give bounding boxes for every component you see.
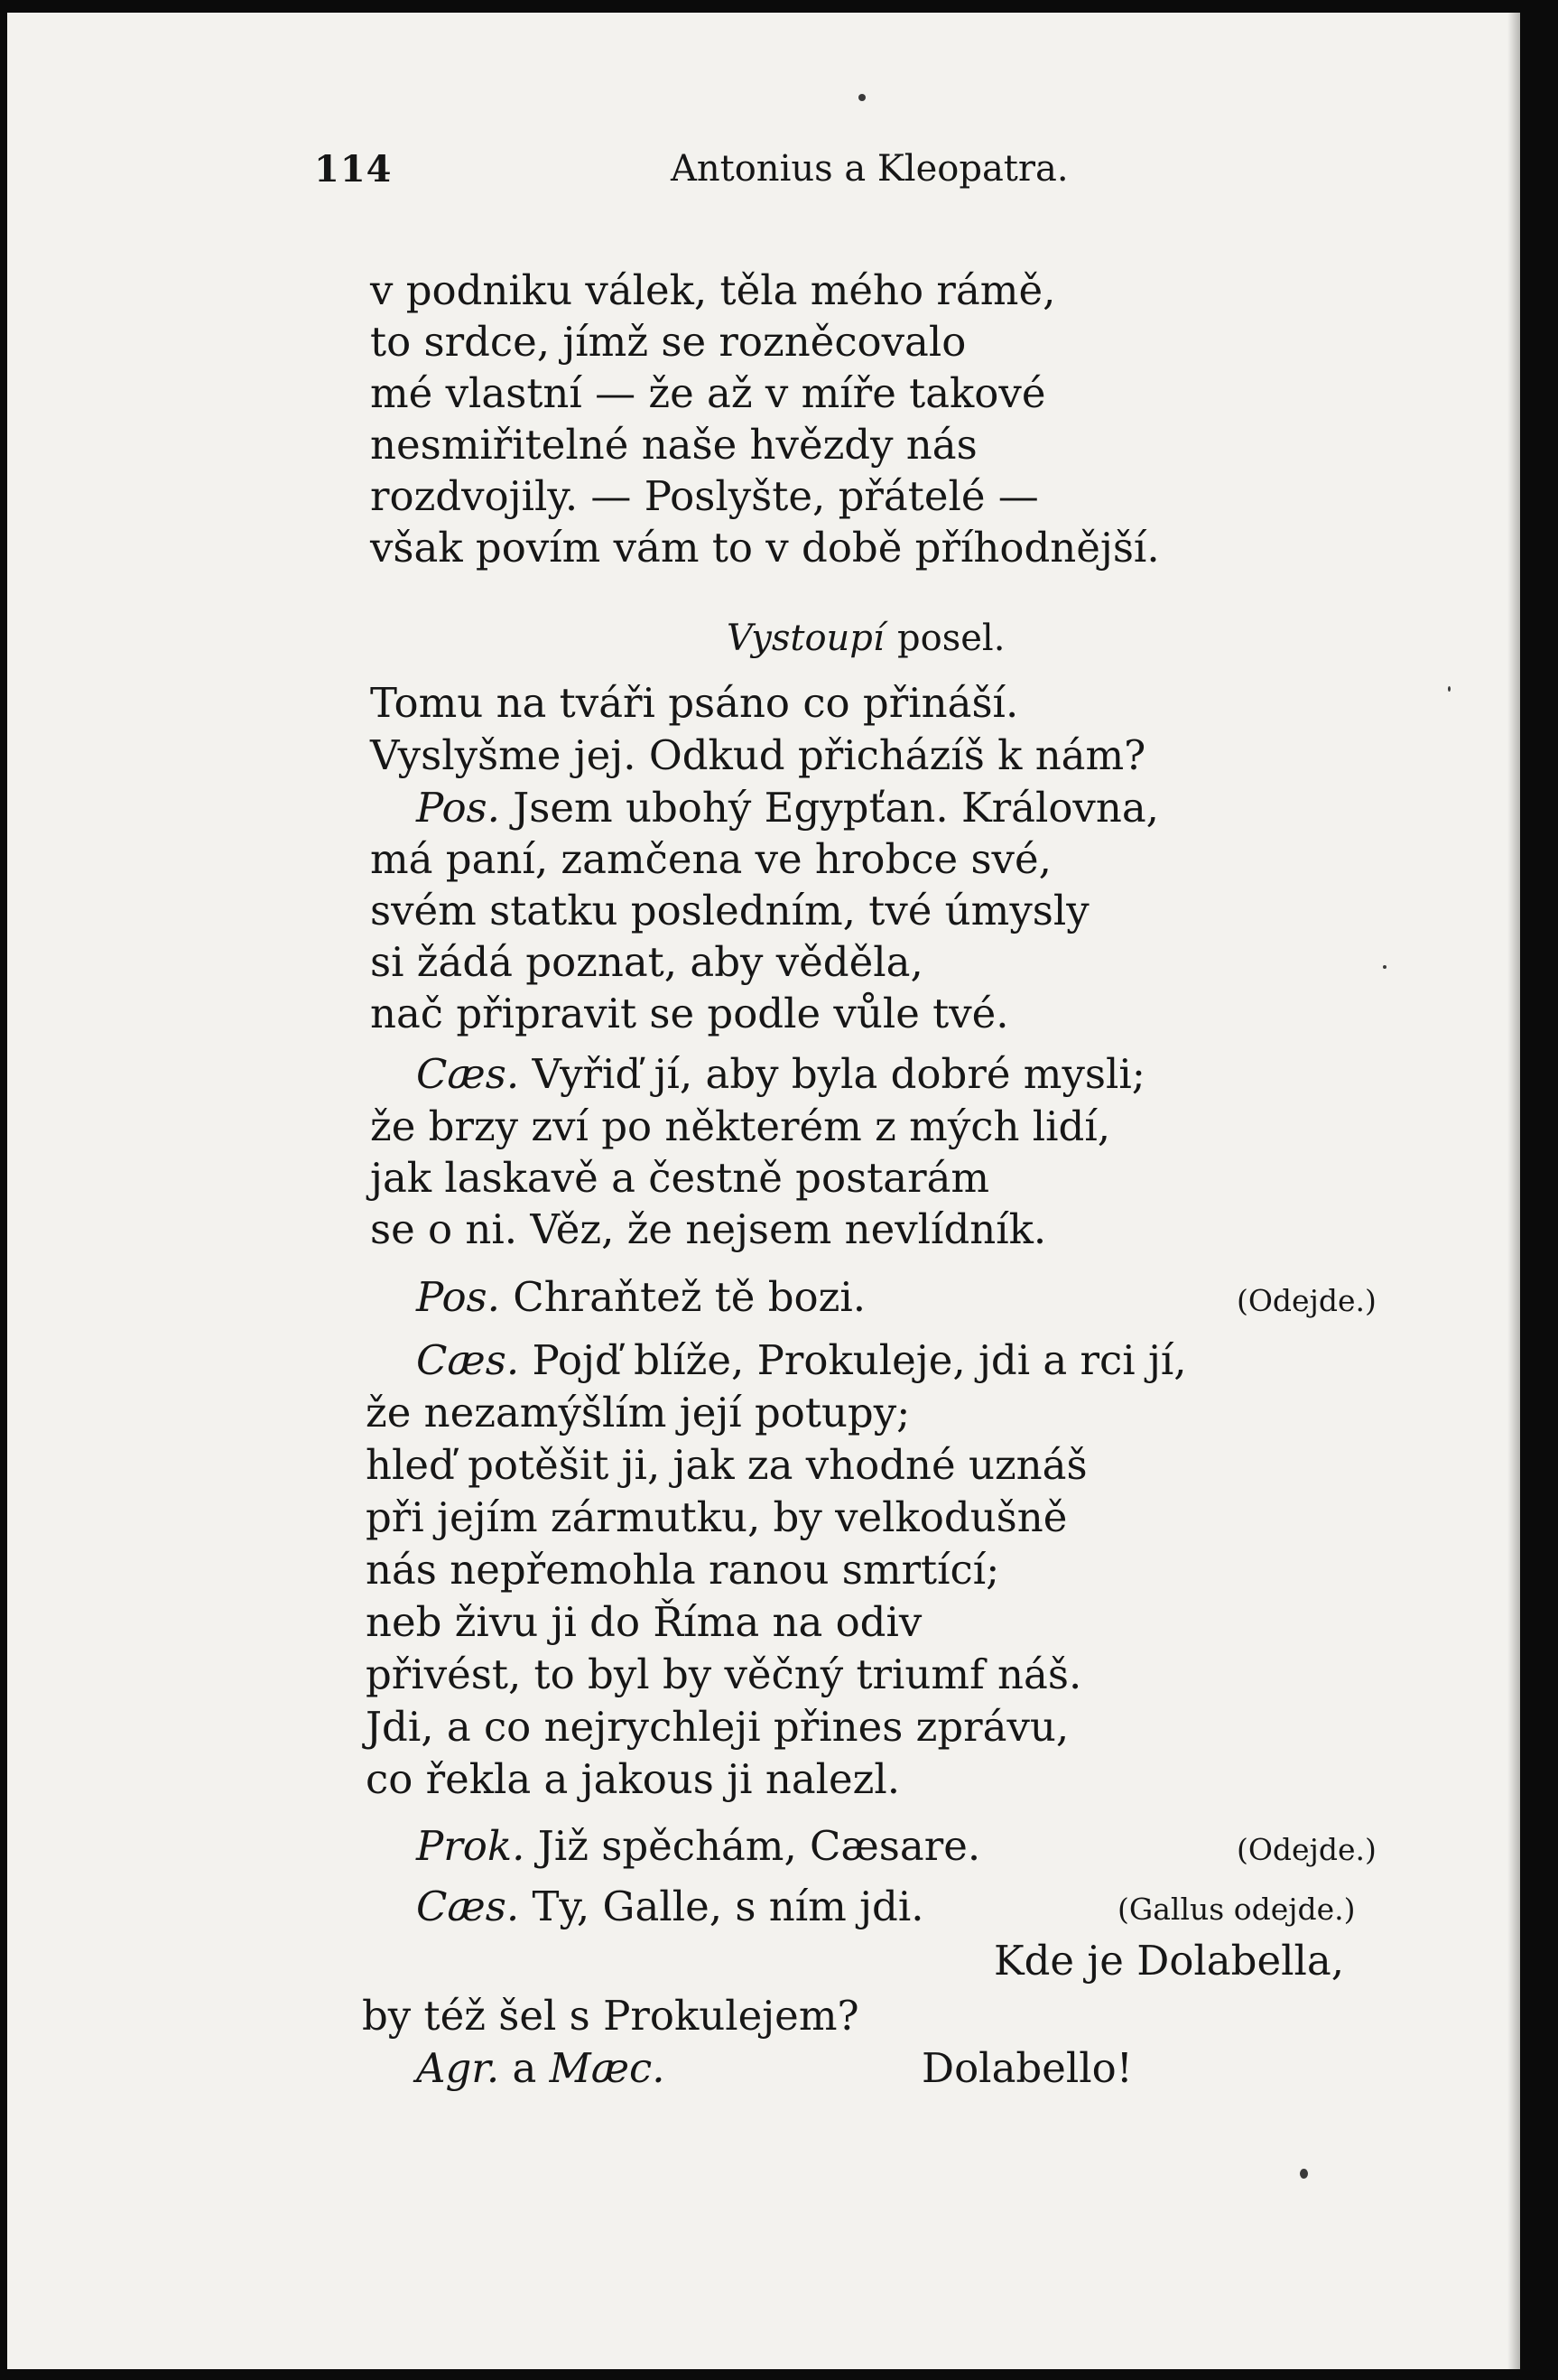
exit-direction: (Odejde.) bbox=[1237, 1832, 1377, 1867]
speech-line bbox=[416, 784, 1159, 832]
stage-direction bbox=[727, 616, 1006, 659]
verse-line: co řekla a jakous ji nalezl. bbox=[366, 1755, 901, 1803]
verse-line: má paní, zamčena ve hrobce své, bbox=[370, 835, 1052, 883]
page-edge-shadow bbox=[1507, 13, 1520, 2369]
speech-text: Chraňtež tě bozi. bbox=[513, 1273, 867, 1321]
speech-line bbox=[416, 2044, 665, 2092]
speech-line bbox=[416, 1336, 1187, 1384]
verse-line: Vyslyšme jej. Odkud přicházíš k nám? bbox=[370, 731, 1146, 779]
verse-line: Kde je Dolabella, bbox=[994, 1937, 1344, 1985]
print-speck bbox=[1300, 2169, 1308, 2179]
speaker-name: Cæs. bbox=[416, 1336, 520, 1384]
verse-line: svém statku posledním, tvé úmysly bbox=[370, 887, 1090, 934]
speech-text: Ty, Galle, s ním jdi. bbox=[532, 1883, 924, 1930]
verse-line: že nezamýšlím její potupy; bbox=[366, 1389, 911, 1436]
speaker-name: Agr. bbox=[416, 2044, 500, 2092]
speaker-name: Pos. bbox=[416, 1273, 500, 1321]
page-number: 114 bbox=[314, 148, 393, 191]
speech-text: Již spěchám, Cæsare. bbox=[537, 1822, 981, 1870]
speaker-name: Prok. bbox=[416, 1822, 525, 1870]
speaker-name: Cæs. bbox=[416, 1883, 520, 1930]
speaker-name: Mæc. bbox=[549, 2044, 665, 2092]
verse-line: si žádá poznat, aby věděla, bbox=[370, 938, 923, 986]
verse-line: to srdce, jímž se rozněcovalo bbox=[370, 318, 967, 366]
speech-line bbox=[416, 1050, 1145, 1098]
exit-direction: (Odejde.) bbox=[1237, 1283, 1377, 1318]
verse-line: rozdvojily. — Poslyšte, přátelé — bbox=[370, 472, 1039, 520]
page-header bbox=[7, 148, 1520, 202]
verse-line: při jejím zármutku, by velkodušně bbox=[366, 1493, 1068, 1541]
speech-text: Jsem ubohý Egypťan. Královna, bbox=[513, 784, 1159, 832]
speech-line bbox=[416, 1822, 981, 1870]
running-title: Antonius a Kleopatra. bbox=[671, 148, 1069, 190]
verse-line: nás nepřemohla ranou smrtící; bbox=[366, 1546, 1000, 1594]
verse-line: Tomu na tváři psáno co přináší. bbox=[370, 679, 1019, 727]
speech-text: a bbox=[512, 2044, 537, 2092]
verse-line: přivést, to byl by věčný triumf náš. bbox=[366, 1650, 1082, 1698]
speech-text: Dolabello! bbox=[922, 2044, 1133, 2092]
speech-text: Vyřiď jí, aby byla dobré mysli; bbox=[532, 1050, 1145, 1098]
verse-line: že brzy zví po některém z mých lidí, bbox=[370, 1102, 1111, 1150]
verse-line: nač připravit se podle vůle tvé. bbox=[370, 990, 1009, 1037]
verse-line: však povím vám to v době příhodnější. bbox=[370, 524, 1160, 572]
print-speck bbox=[858, 94, 866, 101]
verse-line: mé vlastní — že až v míře takové bbox=[370, 369, 1046, 417]
verse-line: jak laskavě a čestně postarám bbox=[370, 1154, 990, 1202]
book-page bbox=[7, 13, 1520, 2369]
verse-line: Jdi, a co nejrychleji přines zprávu, bbox=[366, 1703, 1070, 1751]
speech-line bbox=[416, 1883, 924, 1930]
speaker-name: Pos. bbox=[416, 784, 500, 832]
verse-line: v podniku válek, těla mého rámě, bbox=[370, 266, 1056, 314]
stage-direction-italic: Vystoupí bbox=[727, 618, 885, 659]
print-speck bbox=[1448, 686, 1451, 692]
verse-line: hleď potěšit ji, jak za vhodné uznáš bbox=[366, 1441, 1088, 1489]
verse-line: by též šel s Prokulejem? bbox=[362, 1992, 859, 2040]
speech-line bbox=[416, 1273, 867, 1321]
verse-line: neb živu ji do Říma na odiv bbox=[366, 1598, 923, 1646]
print-speck bbox=[1383, 965, 1386, 969]
stage-direction-text: posel. bbox=[897, 618, 1006, 659]
speaker-name: Cæs. bbox=[416, 1050, 520, 1098]
verse-line: nesmiřitelné naše hvězdy nás bbox=[370, 421, 978, 469]
exit-direction: (Gallus odejde.) bbox=[1117, 1892, 1356, 1927]
verse-line: se o ni. Věz, že nejsem nevlídník. bbox=[370, 1205, 1047, 1253]
speech-text: Pojď blíže, Prokuleje, jdi a rci jí, bbox=[532, 1336, 1187, 1384]
